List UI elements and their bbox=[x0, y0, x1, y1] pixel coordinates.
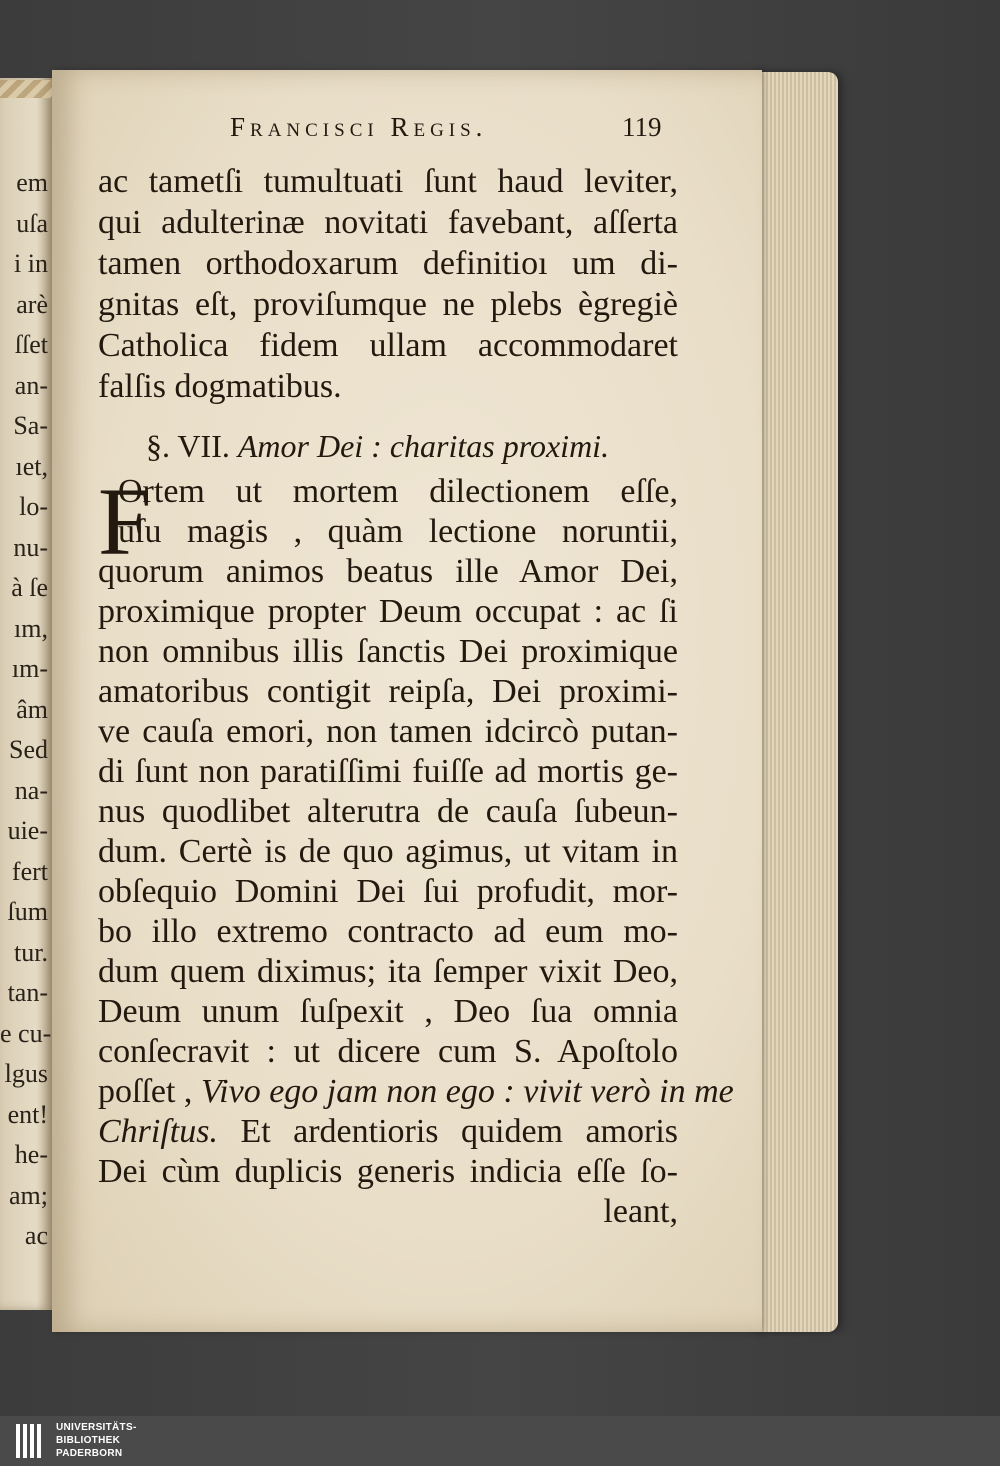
text-line: Catholica fidem ullam accommodaret bbox=[98, 327, 678, 364]
text-line: tamen orthodoxarum definitioı um di- bbox=[98, 245, 678, 282]
left-page-fragment: arè bbox=[16, 289, 48, 319]
quote-line-2-italic: Chriſtus. bbox=[98, 1113, 218, 1150]
left-page-fragment: âm bbox=[16, 694, 48, 724]
text-line: ve cauſa emori, non tamen idcircò putan- bbox=[98, 713, 678, 750]
drop-initial: F bbox=[98, 468, 152, 575]
left-page-fragment: an- bbox=[14, 370, 48, 400]
text-line: dum. Certè is de quo agimus, ut vitam in bbox=[98, 833, 678, 870]
text-line: Ortem ut mortem dilectionem eſſe, bbox=[118, 473, 678, 510]
left-page-fragment: em bbox=[16, 168, 48, 197]
left-page-fragment: am; bbox=[9, 1180, 48, 1210]
left-page-fragment: ım, bbox=[14, 613, 48, 643]
text-line: gnitas eſt, proviſumque ne plebs ègregiè bbox=[98, 286, 678, 323]
section-heading bbox=[146, 428, 609, 465]
quote-line-2 bbox=[98, 1112, 678, 1152]
logo-line: UNIVERSITÄTS- bbox=[56, 1422, 137, 1433]
left-page-fragment: he- bbox=[14, 1140, 48, 1169]
quote-line-1 bbox=[98, 1072, 734, 1112]
page-block-edges bbox=[752, 72, 838, 1332]
quote-line-2-rest: Et ardentioris quidem amoris bbox=[240, 1113, 678, 1150]
library-logo-text bbox=[56, 1421, 137, 1460]
left-page-fragment: ım- bbox=[11, 654, 48, 683]
left-page-fragment: na- bbox=[14, 775, 48, 805]
left-page-fragment: Sed bbox=[9, 735, 48, 764]
text-line: non omnibus illis ſanctis Dei proximique bbox=[98, 633, 678, 670]
text-line: bo illo extremo contracto ad eum mo- bbox=[98, 913, 678, 950]
final-line: Dei cùm duplicis generis indicia eſſe ſo- bbox=[98, 1153, 678, 1190]
left-page-fragment: i in bbox=[14, 249, 48, 278]
left-page-fragment: ent! bbox=[7, 1099, 48, 1129]
catchword: leant, bbox=[603, 1193, 678, 1230]
logo-line: PADERBORN bbox=[56, 1448, 123, 1459]
section-number: §. VII. bbox=[146, 428, 230, 464]
text-line: ac tametſi tumultuati ſunt haud leviter, bbox=[98, 163, 678, 200]
left-page-fragment: ſum bbox=[7, 897, 48, 926]
text-line: falſis dogmatibus. bbox=[98, 368, 342, 405]
left-page-fragment: à ſe bbox=[11, 573, 48, 602]
text-line: qui adulterinæ novitati favebant, aſſerta bbox=[98, 204, 678, 241]
left-page-fragment: ſſet bbox=[14, 330, 48, 359]
text-line: conſecravit : ut dicere cum S. Apoſtolo bbox=[98, 1033, 678, 1070]
left-page-fragment: ıet, bbox=[15, 451, 48, 481]
text-line: uſu magis , quàm lectione noruntii, bbox=[118, 513, 678, 550]
quote-line-1-prefix: poſſet , bbox=[98, 1073, 193, 1110]
text-line: Deum unum ſuſpexit , Deo ſua omnia bbox=[98, 993, 678, 1030]
left-page-fragment: lo- bbox=[19, 492, 48, 521]
left-page-fragment: uie- bbox=[7, 816, 48, 845]
left-page-fragment: lgus bbox=[4, 1059, 48, 1088]
text-line: quorum animos beatus ille Amor Dei, bbox=[98, 553, 678, 590]
previous-page-edge bbox=[0, 78, 52, 1310]
text-line: nus quodlibet alterutra de cauſa ſubeun- bbox=[98, 793, 678, 830]
left-page-fragment: tur. bbox=[14, 937, 48, 967]
left-page-fragment: Sa- bbox=[13, 411, 48, 440]
running-head: Francisci Regis. bbox=[230, 112, 488, 142]
left-page-fragment: e cu- bbox=[0, 1018, 52, 1048]
footer-bar bbox=[0, 1416, 1000, 1466]
left-page-fragment: fert bbox=[11, 856, 48, 886]
quote-line-1-italic: Vivo ego jam non ego : vivit verò in me bbox=[200, 1073, 734, 1110]
text-line: di ſunt non paratiſſimi fuiſſe ad mortis ge- bbox=[98, 753, 678, 790]
section-title: Amor Dei : charitas proximi. bbox=[237, 428, 610, 464]
text-line: amatoribus contigit reipſa, Dei proximi- bbox=[98, 673, 678, 710]
library-logo-icon bbox=[16, 1424, 50, 1458]
page-number: 119 bbox=[622, 112, 662, 142]
left-page-fragment: nu- bbox=[13, 532, 48, 562]
text-line: dum quem diximus; ita ſemper vixit Deo, bbox=[98, 953, 678, 990]
left-page-fragment: ac bbox=[24, 1221, 48, 1250]
text-line: proximique propter Deum occupat : ac ſi bbox=[98, 593, 678, 630]
left-page-fragment: tan- bbox=[7, 978, 48, 1007]
left-page-fragment: uſa bbox=[16, 208, 48, 238]
text-line: obſequio Domini Dei ſui profudit, mor- bbox=[98, 873, 678, 910]
logo-line: BIBLIOTHEK bbox=[56, 1435, 121, 1446]
